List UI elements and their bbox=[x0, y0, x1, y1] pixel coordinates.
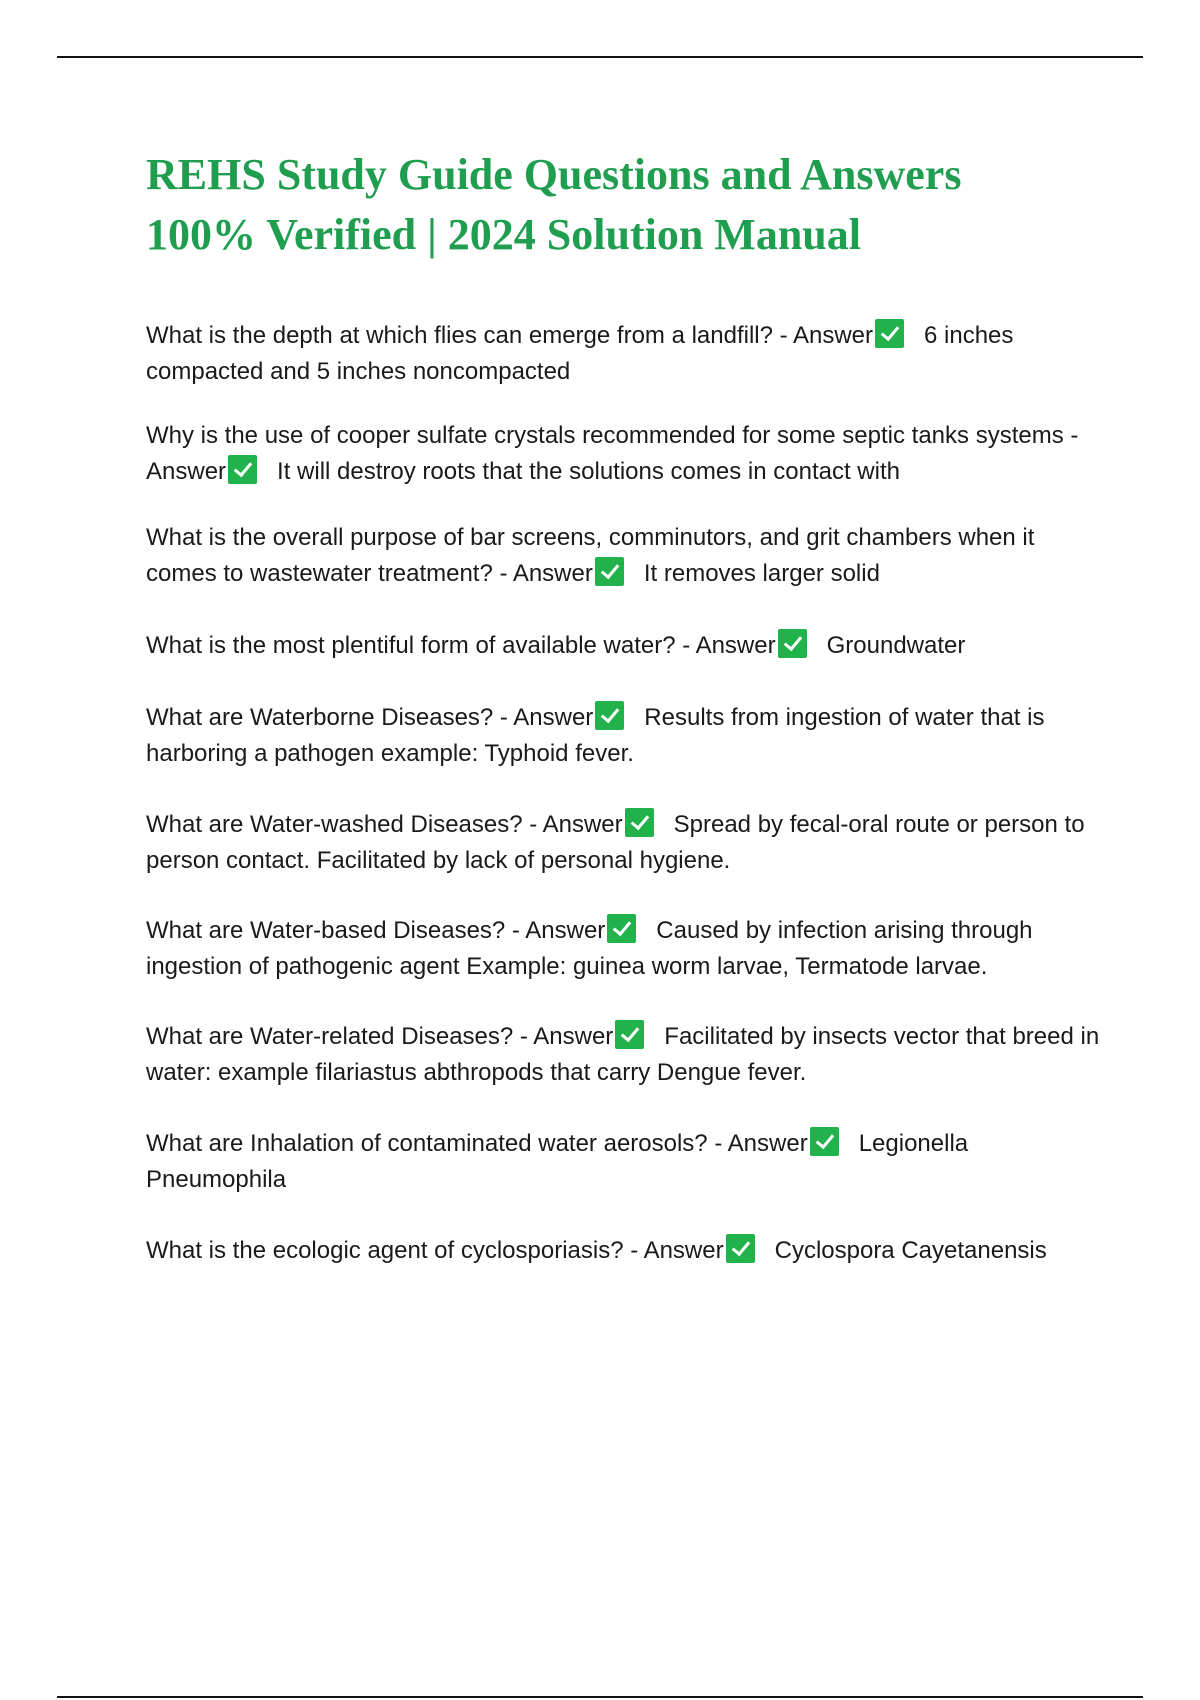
qa-item bbox=[146, 1019, 1101, 1091]
answer-label: Answer bbox=[792, 322, 874, 349]
answer-text: Spread by fecal-oral route or person to person contact. Facilitated by lack of personal hygiene. bbox=[146, 811, 1085, 874]
question-text: What is the most plentiful form of available water? - bbox=[146, 632, 696, 659]
answer-text: Results from ingestion of water that is harboring a pathogen example: Typhoid fever. bbox=[146, 704, 1045, 767]
qa-item bbox=[146, 418, 1101, 490]
question-text: What are Water-based Diseases? - bbox=[146, 917, 526, 944]
question-text: What is the depth at which flies can emerge from a landfill? - bbox=[146, 322, 793, 349]
answer-text: It removes larger solid bbox=[643, 560, 880, 587]
answer-text: Cyclospora Cayetanensis bbox=[774, 1237, 1047, 1264]
question-text: What are Waterborne Diseases? - bbox=[146, 704, 514, 731]
answer-text: It will destroy roots that the solutions comes in contact with bbox=[277, 458, 900, 485]
qa-item bbox=[146, 913, 1101, 985]
answer-text: Legionella Pneumophila bbox=[146, 1130, 969, 1193]
checkmark-icon bbox=[595, 557, 624, 586]
answer-text: Caused by infection arising through ingestion of pathogenic agent Example: guinea worm larvae, Termatode larvae. bbox=[146, 917, 1033, 980]
bottom-rule bbox=[57, 1696, 1143, 1698]
qa-item bbox=[146, 807, 1101, 879]
question-text: What is the ecologic agent of cyclosporiasis? - bbox=[146, 1237, 644, 1264]
answer-label: Answer bbox=[525, 917, 606, 944]
question-text: What is the overall purpose of bar screens, comminutors, and grit chambers when it comes to wastewater treatment? - bbox=[146, 524, 1035, 587]
answer-label: Answer bbox=[533, 1023, 614, 1050]
answer-label: Answer bbox=[727, 1130, 808, 1157]
checkmark-icon bbox=[595, 701, 624, 730]
qa-item bbox=[146, 628, 1101, 664]
qa-item bbox=[146, 520, 1101, 592]
checkmark-icon bbox=[875, 319, 904, 348]
checkmark-icon bbox=[726, 1234, 755, 1263]
question-text: What are Water-washed Diseases? - bbox=[146, 811, 543, 838]
question-text: What are Inhalation of contaminated water aerosols? - bbox=[146, 1130, 728, 1157]
qa-list bbox=[146, 318, 1101, 1269]
checkmark-icon bbox=[810, 1127, 839, 1156]
qa-item bbox=[146, 1126, 1101, 1198]
answer-text: 6 inches compacted and 5 inches noncompacted bbox=[146, 322, 1014, 385]
answer-label: Answer bbox=[695, 632, 776, 659]
document-title bbox=[146, 145, 1106, 265]
answer-label: Answer bbox=[513, 704, 594, 731]
question-text: What are Water-related Diseases? - bbox=[146, 1023, 534, 1050]
checkmark-icon bbox=[228, 455, 257, 484]
qa-item bbox=[146, 700, 1101, 772]
title-line-2: 100% Verified | 2024 Solution Manual bbox=[146, 210, 861, 259]
answer-text: Facilitated by insects vector that breed in water: example filariastus abthropods that carry Dengue fever. bbox=[146, 1023, 1100, 1086]
qa-item bbox=[146, 318, 1101, 390]
answer-label: Answer bbox=[146, 458, 227, 485]
answer-text: Groundwater bbox=[826, 632, 966, 659]
question-text: Why is the use of cooper sulfate crystals recommended for some septic tanks systems - bbox=[146, 422, 1079, 449]
answer-label: Answer bbox=[512, 560, 593, 587]
checkmark-icon bbox=[778, 629, 807, 658]
answer-label: Answer bbox=[643, 1237, 724, 1264]
checkmark-icon bbox=[615, 1020, 644, 1049]
qa-item bbox=[146, 1233, 1101, 1269]
top-rule bbox=[57, 56, 1143, 58]
checkmark-icon bbox=[607, 914, 636, 943]
checkmark-icon bbox=[625, 808, 654, 837]
answer-label: Answer bbox=[542, 811, 623, 838]
title-line-1: REHS Study Guide Questions and Answers bbox=[146, 150, 962, 199]
